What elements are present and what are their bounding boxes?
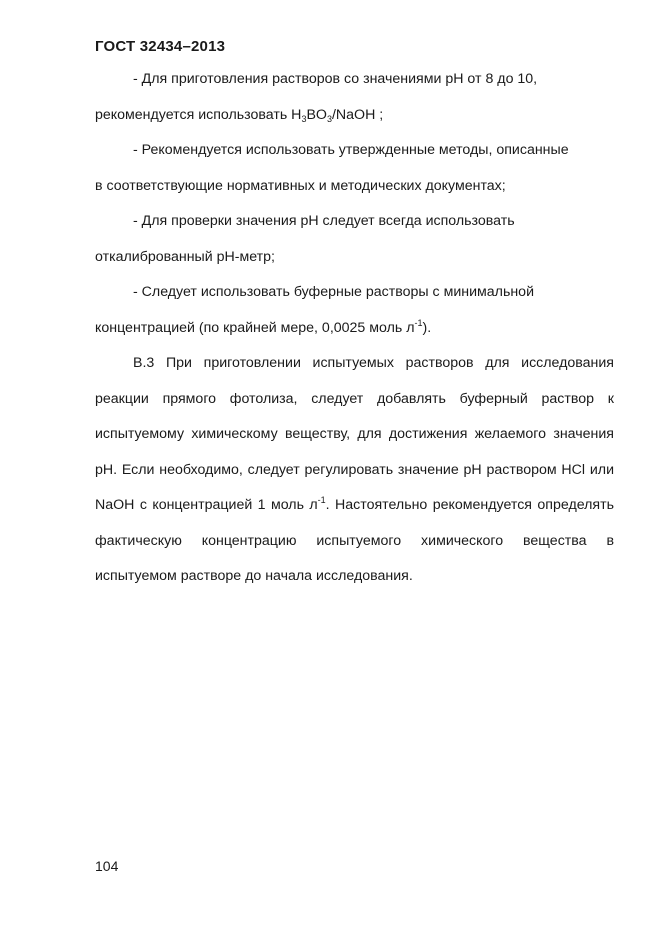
paragraph-1-line-2 [95,98,614,134]
text-span: концентрацией (по крайней мере, 0,0025 моль л [95,319,415,336]
text-span: /NaOH ; [331,106,384,123]
page-number: 104 [95,858,119,874]
text-span: . Настоятельно рекомендуется определять фактическую концентрацию испытуемого химического вещества в испытуемом растворе до начала исследования. [95,497,614,584]
paragraph-3-line-1: - Для проверки значения pH следует всегда использовать [133,213,515,229]
superscript: -1 [317,495,326,505]
document-header: ГОСТ 32434–2013 [95,38,226,55]
paragraph-4-line-2 [95,311,614,347]
paragraph-3-line-2: откалиброванный pH-метр; [95,248,275,265]
text-span: рекомендуется использовать H [95,106,302,123]
subscript: 3 [326,113,332,124]
subscript: 3 [301,113,307,124]
text-span: BO [306,106,327,123]
paragraph-2-line-1: - Рекомендуется использовать утвержденные методы, описанные [133,142,569,158]
paragraph-1-line-1: - Для приготовления растворов со значениями pH от 8 до 10, [133,71,538,87]
paragraph-4-line-1: - Следует использовать буферные растворы с минимальной [133,284,534,300]
section-b3-paragraph [95,346,614,595]
text-span: ). [422,319,432,336]
text-span: В.3 При приготовлении испытуемых растворов для исследования реакции прямого фотолиза, следует добавлять буферный раствор к испытуемому химическому веществу, для достижения желаемого значения pH. Если необходимо, следует регулировать значение pH раствором HCl или NaOH с концентрацией 1 моль л [95,355,614,513]
document-body [95,62,614,595]
superscript: -1 [414,317,423,328]
paragraph-2-line-2: в соответствующие нормативных и методических документах; [95,177,506,194]
